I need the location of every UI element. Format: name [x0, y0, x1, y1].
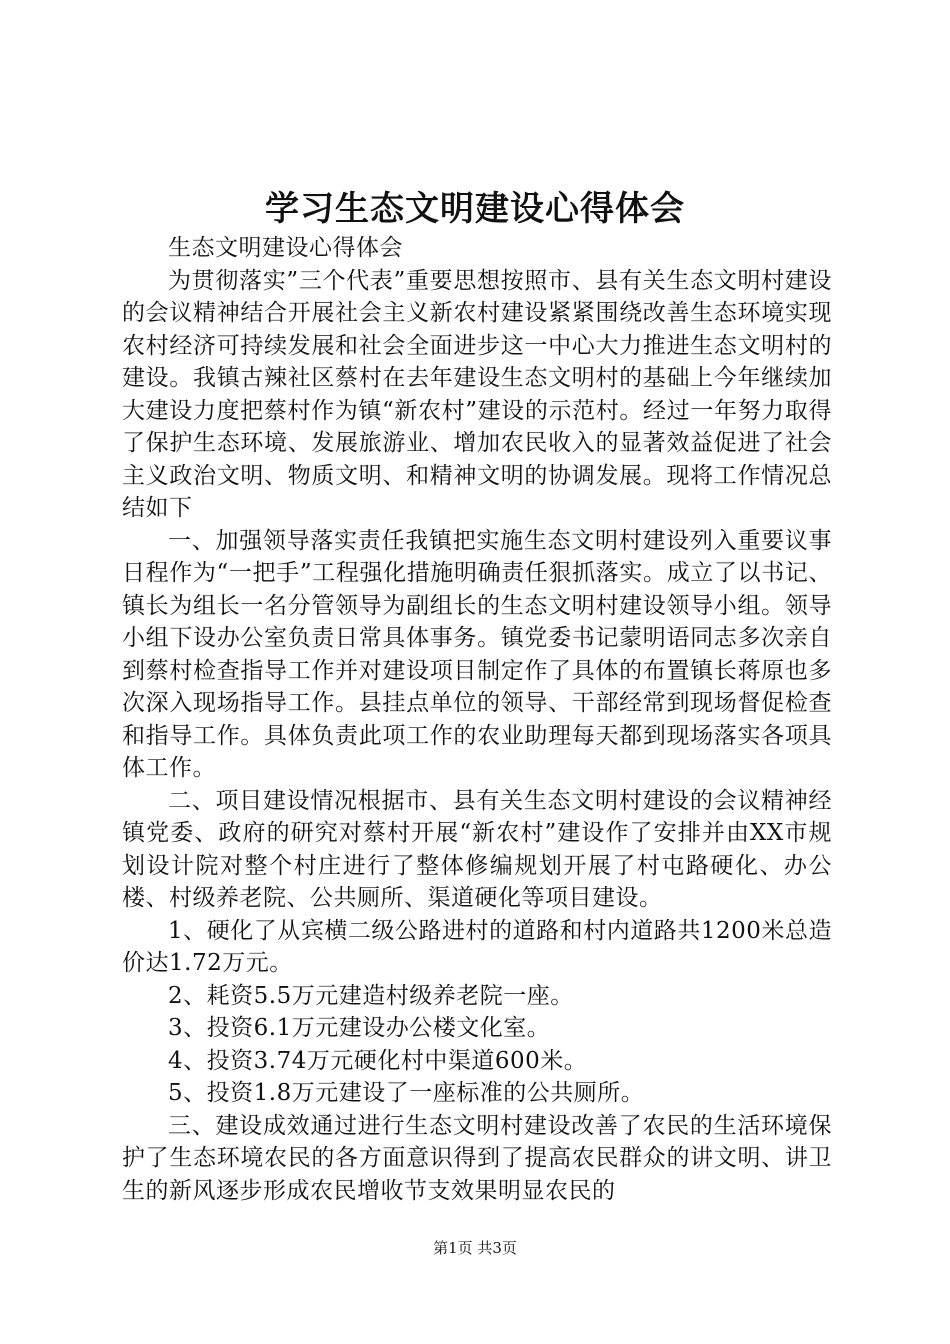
list-item-1: 1、硬化了从宾横二级公路进村的道路和村内道路共1200米总造价达1.72万元。 — [122, 917, 832, 976]
paragraph-section-2: 二、项目建设情况根据市、县有关生态文明村建设的会议精神经镇党委、政府的研究对蔡村开展“新农村”建设作了安排并由XX市规划设计院对整个村庄进行了整体修编规划开展了村屯路硬化、办公楼、村级养老院、公共厕所、渠道硬化等项目建设。 — [122, 787, 832, 911]
list-item-5: 5、投资1.8万元建设了一座标准的公共厕所。 — [168, 1080, 645, 1106]
paragraph-section-3: 三、建设成效通过进行生态文明村建设改善了农民的生活环境保护了生态环境农民的各方面意识得到了提高农民群众的讲文明、讲卫生的新风逐步形成农民增收节支效果明显农民的 — [122, 1112, 832, 1204]
document-title: 学习生态文明建设心得体会 — [265, 189, 685, 229]
list-item-2: 2、耗资5.5万元建造村级养老院一座。 — [168, 982, 574, 1009]
list-item-4: 4、投资3.74万元硬化村中渠道600米。 — [168, 1047, 588, 1074]
document-body — [122, 232, 832, 1207]
paragraph-section-1: 一、加强领导落实责任我镇把实施生态文明村建设列入重要议事日程作为“一把手”工程强化措施明确责任狠抓落实。成立了以书记、镇长为组长一名分管领导为副组长的生态文明村建设领导小组。领导小组下设办公室负责日常具体事务。镇党委书记蒙明语同志多次亲自到蔡村检查指导工作并对建设项目制定作了具体的布置镇长蒋原也多次深入现场指导工作。县挂点单位的领导、干部经常到现场督促检查和指导工作。具体负责此项工作的农业助理每天都到现场落实各项具体工作。 — [122, 527, 832, 781]
page-number-footer: 第1页 共3页 — [433, 1239, 517, 1257]
paragraph-subtitle: 生态文明建设心得体会 — [168, 235, 403, 261]
paragraph-intro: 为贯彻落实”三个代表”重要思想按照市、县有关生态文明村建设的会议精神结合开展社会主义新农村建设紧紧围绕改善生态环境实现农村经济可持续发展和社会全面进步这一中心大力推进生态文明村的建设。我镇古辣社区蔡村在去年建设生态文明村的基础上今年继续加大建设力度把蔡村作为镇“新农村”建设的示范村。经过一年努力取得了保护生态环境、发展旅游业、增加农民收入的显著效益促进了社会主义政治文明、物质文明、和精神文明的协调发展。现将工作情况总结如下 — [122, 267, 832, 521]
list-item-3: 3、投资6.1万元建设办公楼文化室。 — [168, 1015, 551, 1041]
